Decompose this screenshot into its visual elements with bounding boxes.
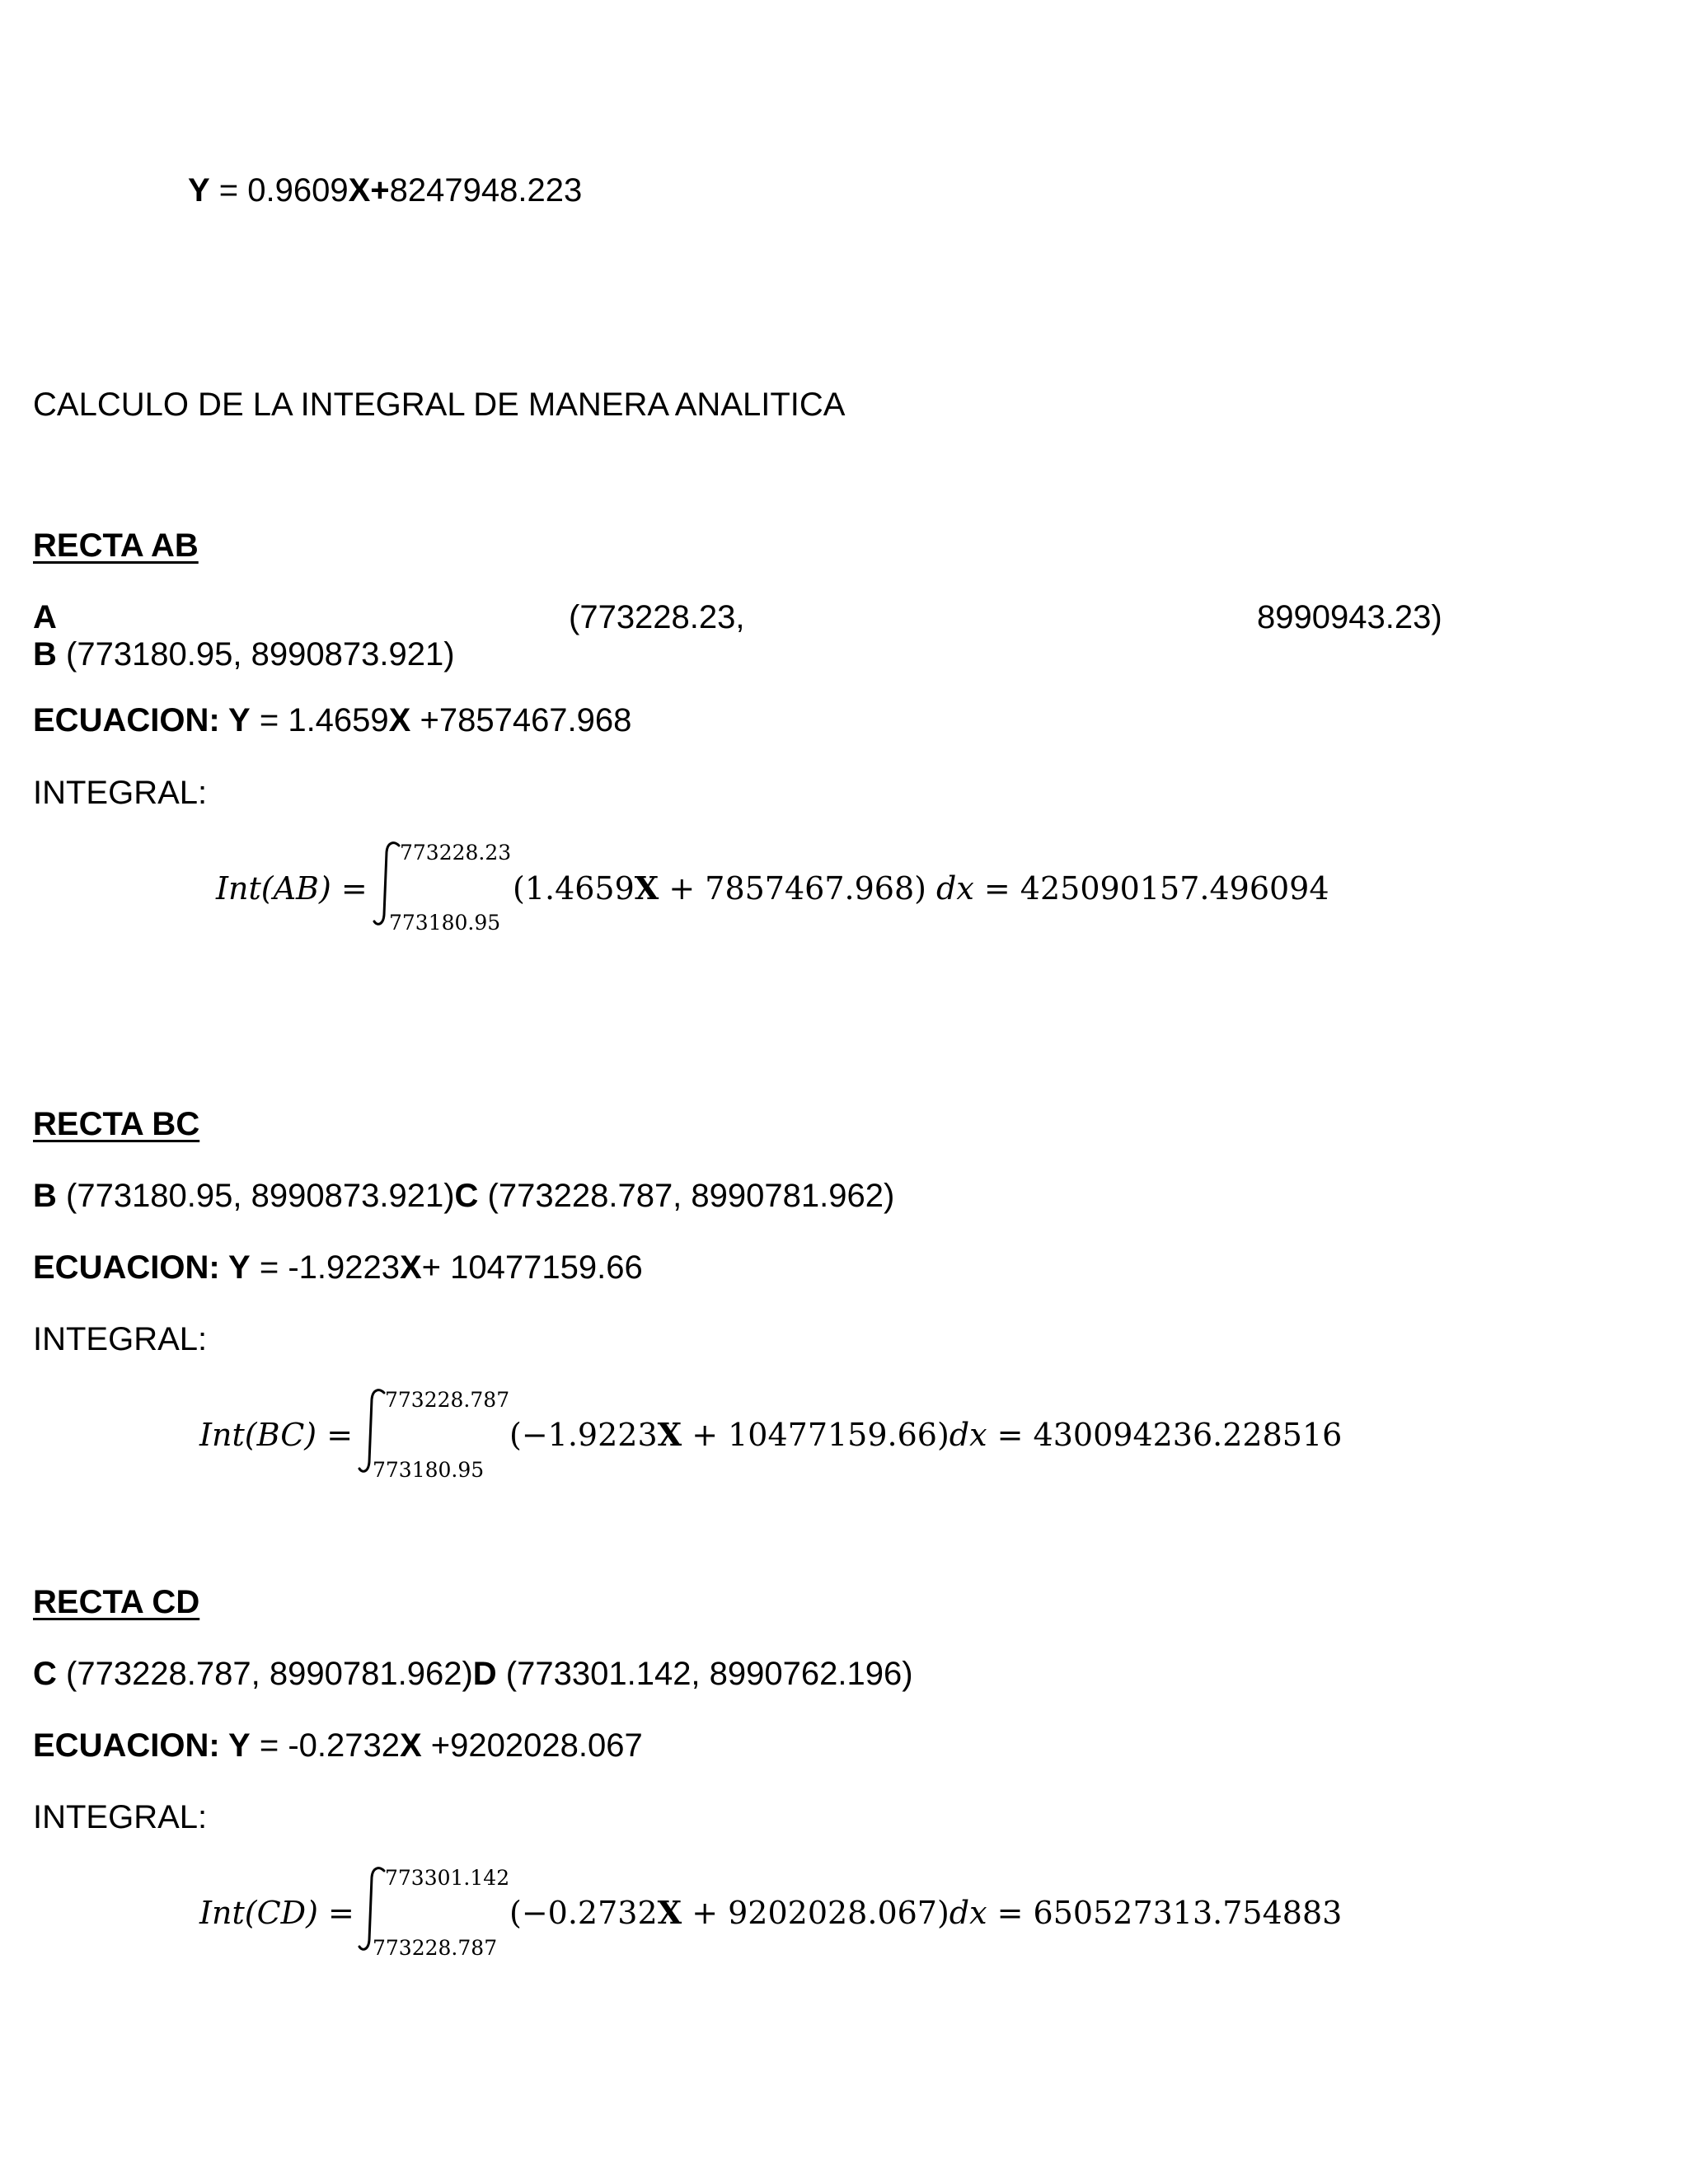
point-b-coords: (773180.95, 8990873.921)	[56, 636, 455, 673]
section-title-ab: RECTA AB	[33, 527, 199, 564]
equation-bc-mid: = -1.9223	[250, 1249, 400, 1286]
equation-ab-rest: +7857467.968	[410, 702, 632, 738]
integral-cd-dx: dx	[949, 1895, 987, 1931]
equation-cd-x: X	[399, 1727, 422, 1764]
points-bc-line	[33, 1176, 894, 1216]
equation-bc	[33, 1248, 643, 1287]
integral-bc-label: INTEGRAL:	[33, 1321, 208, 1357]
equation-bc-label: ECUACION: Y	[33, 1249, 251, 1286]
integral-cd-label: INTEGRAL:	[33, 1799, 208, 1835]
point-b-label: B	[33, 636, 57, 673]
top-eq-x: X+	[348, 172, 390, 209]
equation-ab-x: X	[388, 702, 411, 738]
integral-cd-result: = 650527313.754883	[987, 1895, 1343, 1931]
integral-ab-label: INTEGRAL:	[33, 775, 208, 811]
integral-ab-name: Int(AB) =	[216, 870, 368, 907]
equation-bc-x: X	[399, 1249, 422, 1286]
integral-cd-integrand-x: X	[657, 1894, 682, 1931]
top-eq-y: Y	[188, 172, 210, 209]
point-a-y: 8990943.23)	[1257, 599, 1442, 635]
point-b-label: B	[33, 1178, 57, 1214]
page-heading: CALCULO DE LA INTEGRAL DE MANERA ANALITICA	[33, 387, 846, 423]
integral-ab-upper: 773228.23	[400, 841, 512, 865]
point-b-line	[33, 635, 455, 674]
integral-cd-integrand-a: (−0.2732	[509, 1895, 658, 1931]
equation-cd-mid: = -0.2732	[250, 1727, 400, 1764]
integral-cd-upper: 773301.142	[385, 1866, 510, 1890]
point-a-x: (773228.23,	[569, 599, 745, 635]
section-title-bc: RECTA BC	[33, 1106, 200, 1142]
point-b-coords: (773180.95, 8990873.921)	[56, 1178, 455, 1214]
integral-ab-dx: dx	[936, 870, 974, 907]
integral-bc-upper: 773228.787	[385, 1388, 510, 1412]
point-c-label: C	[33, 1656, 57, 1692]
point-d-coords: (773301.142, 8990762.196)	[496, 1656, 913, 1692]
equation-ab-mid: = 1.4659	[250, 702, 389, 738]
top-eq-equals: =	[209, 172, 248, 209]
integral-ab-integrand-x: X	[634, 869, 659, 907]
points-cd-line	[33, 1654, 913, 1694]
equation-bc-rest: + 10477159.66	[421, 1249, 643, 1286]
integral-bc-integrand-a: (−1.9223	[509, 1417, 658, 1453]
integral-cd-expression	[509, 1894, 1342, 1932]
integral-ab-result: = 425090157.496094	[973, 870, 1329, 907]
integral-ab-expression	[513, 869, 1329, 907]
integral-cd-name: Int(CD) =	[199, 1895, 354, 1931]
point-c-coords: (773228.787, 8990781.962)	[478, 1178, 895, 1214]
integral-bc-dx: dx	[949, 1417, 987, 1453]
equation-ab-label: ECUACION: Y	[33, 702, 251, 738]
integral-cd-lower: 773228.787	[373, 1936, 498, 1960]
top-eq-coef: 0.9609	[247, 172, 349, 209]
top-equation	[188, 171, 582, 210]
point-d-label: D	[472, 1656, 497, 1692]
equation-ab	[33, 701, 631, 740]
point-c-label: C	[454, 1178, 479, 1214]
integral-bc-result: = 430094236.228516	[987, 1417, 1343, 1453]
integral-ab-lower: 773180.95	[389, 911, 501, 935]
top-eq-const: 8247948.223	[389, 172, 583, 209]
equation-cd-label: ECUACION: Y	[33, 1727, 251, 1764]
integral-bc-expression	[509, 1416, 1342, 1454]
equation-cd	[33, 1726, 643, 1765]
integral-bc-integrand-x: X	[657, 1416, 682, 1453]
integral-cd-integrand-b: + 9202028.067)	[682, 1895, 950, 1931]
integral-ab-integrand-a: (1.4659	[513, 870, 635, 907]
section-title-cd: RECTA CD	[33, 1584, 200, 1620]
point-c-coords: (773228.787, 8990781.962)	[56, 1656, 473, 1692]
integral-bc-lower: 773180.95	[373, 1458, 485, 1482]
integral-bc-name: Int(BC) =	[199, 1417, 354, 1453]
point-a-label: A	[33, 599, 57, 635]
equation-cd-rest: +9202028.067	[421, 1727, 643, 1764]
integral-ab-integrand-b: + 7857467.968)	[659, 870, 937, 907]
integral-bc-integrand-b: + 10477159.66)	[682, 1417, 950, 1453]
